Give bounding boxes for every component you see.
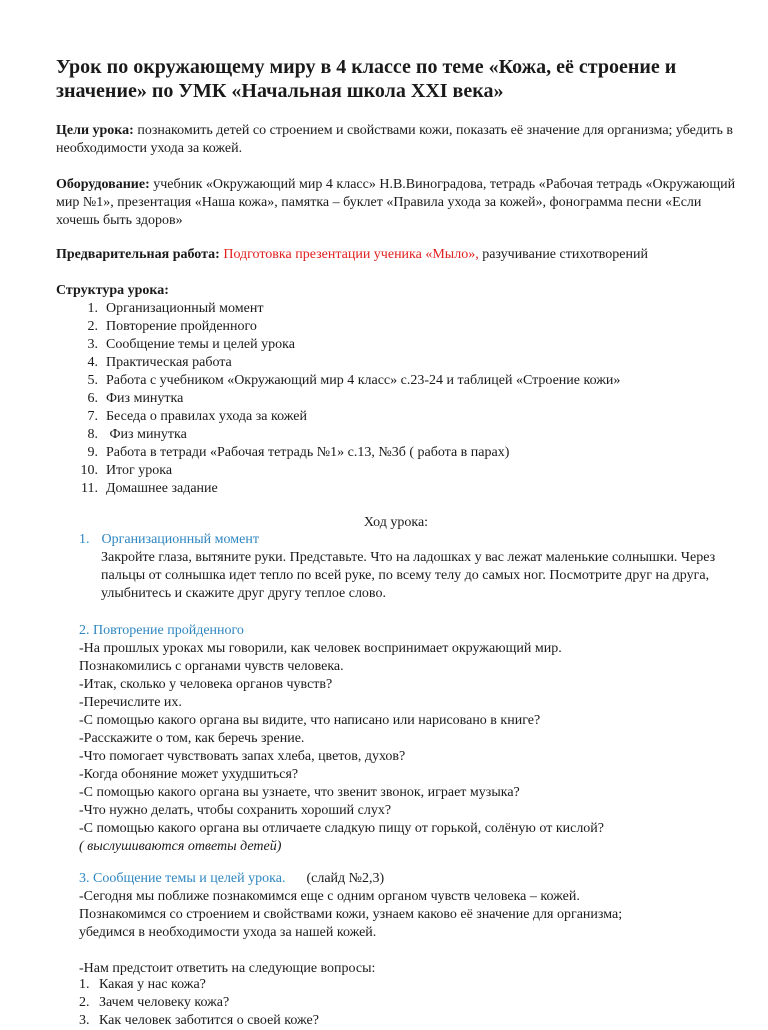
step3-line: убедимся в необходимости ухода за нашей кожей. [79,925,377,940]
list-item: 9. Работа в тетради «Рабочая тетрадь №1» с.13, №3б ( работа в парах) [87,445,510,460]
prelim-text: разучивание стихотворений [478,247,648,262]
list-item: 1. Какая у нас кожа? [79,977,206,992]
step1-heading [79,531,259,549]
list-item: 6. Физ минутка [87,391,184,406]
structure-label: Структура урока: [56,283,169,298]
equipment-label: Оборудование: [56,177,150,192]
course-heading: Ход урока: [363,515,429,530]
step2-line: -Расскажите о том, как беречь зрение. [79,731,305,746]
step3-slide: (слайд №2,3) [285,871,385,886]
list-item: 3. Сообщение темы и целей урока [87,337,295,352]
step2-line: Познакомились с органами чувств человека. [79,659,344,674]
step3-line: -Сегодня мы поближе познакомимся еще с одним органом чувств человека – кожей. [79,889,580,904]
step1-text: Закройте глаза, вытяните руки. Представьте. Что на ладошках у вас лежат маленькие солнышки. Через пальцы от солнышка идет тепло по всей руке, по всему телу до самых ног. Посмотрите друг на друга, улыбнитесь и скажите друг другу теплое слово. [101,550,716,601]
prelim-highlight: Подготовка презентации ученика «Мыло», [219,247,479,262]
list-item: 7. Беседа о правилах ухода за кожей [87,409,307,424]
list-item: 3. Как человек заботится о своей коже? [79,1013,319,1028]
equipment-text: учебник «Окружающий мир 4 класс» Н.В.Виноградова, тетрадь «Рабочая тетрадь «Окружающий мир №1», презентация «Наша кожа», памятка – буклет «Правила ухода за кожей», фонограмма песни «Если хочешь быть здоров» [56,177,736,228]
equipment-section [56,176,736,230]
step2-title: 2. Повторение пройденного [79,623,244,638]
list-item: 2. Повторение пройденного [87,319,257,334]
page-title: Урок по окружающему миру в 4 классе по теме «Кожа, её строение и значение» по УМК «Начальная школа XXI века» [56,56,677,102]
step2-line: -С помощью какого органа вы отличаете сладкую пищу от горькой, солёную от кислой? [79,821,605,836]
list-item: 10. Итог урока [80,463,173,478]
goals-label: Цели урока: [56,123,134,138]
step3-lines [79,888,739,978]
step2-line: -Итак, сколько у человека органов чувств? [79,677,333,692]
list-item: 2. Зачем человеку кожа? [79,995,230,1010]
prelim-section [56,246,736,264]
structure-list [56,300,736,498]
goals-section [56,122,736,158]
step2-line: -С помощью какого органа вы видите, что написано или нарисовано в книге? [79,713,541,728]
step2-note: ( выслушиваются ответы детей) [79,839,282,854]
step3-heading [79,870,384,888]
step1-num: 1. [79,532,90,547]
step3-title: 3. Сообщение темы и целей урока. [79,871,286,886]
list-item: 1. Организационный момент [87,301,264,316]
step2-line: -Когда обоняние может ухудшиться? [79,767,299,782]
goals-text: познакомить детей со строением и свойствами кожи, показать её значение для организма; убедить в необходимости ухода за кожей. [56,123,733,156]
list-item: 4. Практическая работа [87,355,232,370]
step2-lines [79,640,739,856]
list-item: 8. Физ минутка [87,427,187,442]
list-item: 11. Домашнее задание [81,481,218,496]
step3-line: Познакомимся со строением и свойствами кожи, узнаем каково её значение для организма; [79,907,623,922]
step2-line: -Перечислите их. [79,695,182,710]
step2-line: -Что помогает чувствовать запах хлеба, цветов, духов? [79,749,406,764]
list-item: 5. Работа с учебником «Окружающий мир 4 класс» с.23-24 и таблицей «Строение кожи» [87,373,621,388]
step2-line: -На прошлых уроках мы говорили, как человек воспринимает окружающий мир. [79,641,562,656]
step3-questions-intro: -Нам предстоит ответить на следующие вопросы: [79,961,376,976]
prelim-label: Предварительная работа: [56,247,220,262]
step2-line: -Что нужно делать, чтобы сохранить хороший слух? [79,803,392,818]
step3-questions [79,976,759,1030]
step2-line: -С помощью какого органа вы узнаете, что звенит звонок, играет музыка? [79,785,520,800]
step1-title: Организационный момент [101,532,259,547]
